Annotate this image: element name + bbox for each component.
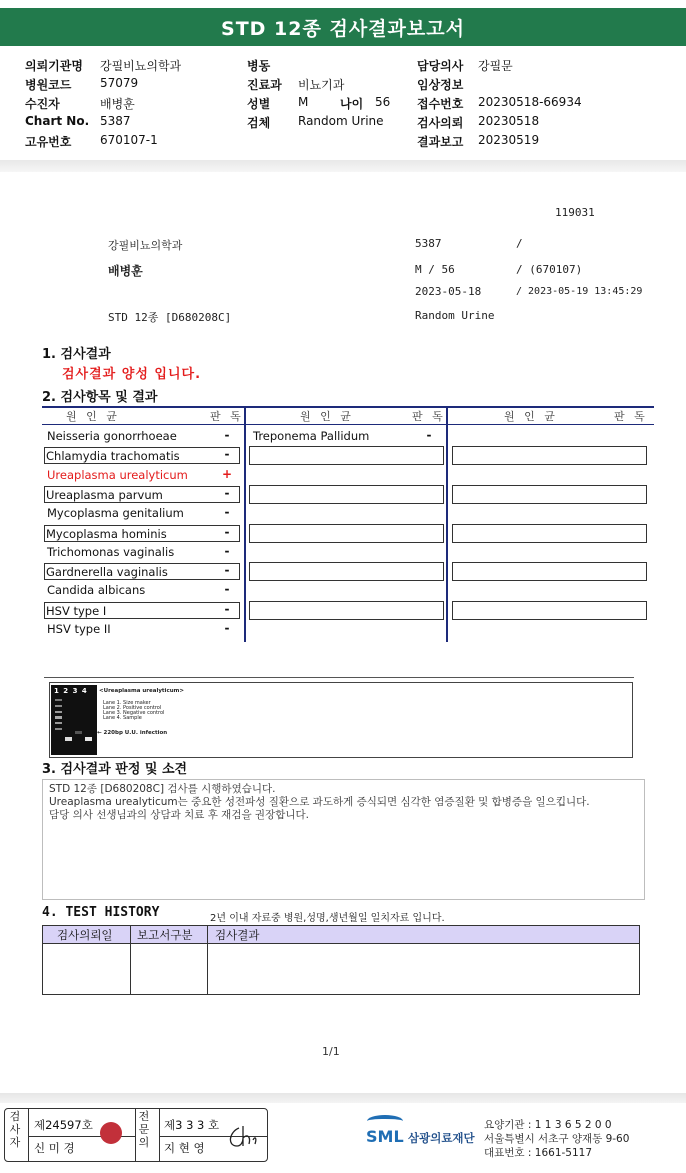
report-date-label: 결과보고 [417,135,464,149]
sig-divider [159,1109,160,1161]
inspector-name: 신 미 경 [34,1141,75,1155]
col-result-header: 판 독 [210,410,244,423]
pathogen-name: Candida albicans [47,583,146,597]
pathogen-result: - [224,602,230,616]
code-label: 병원코드 [25,78,72,92]
pathogen-result: - [224,582,230,596]
label-date-reported: / 2023-05-19 13:45:29 [516,286,643,297]
gel-legend-3: Lane 3. Negative control [103,710,165,716]
patient-label: 수진자 [25,97,60,111]
empty-result-box [249,562,444,581]
care-number: 요양기관 : 1 1 3 6 5 2 0 0 [484,1119,612,1131]
label-hospital: 강필비뇨의학과 [108,239,183,252]
col-result-header: 판 독 [412,410,446,423]
gel-lane-numbers: 1 2 3 4 [54,687,88,695]
chart-label: Chart No. [25,114,90,128]
age-label: 나이 [340,97,364,111]
page-number: 1/1 [322,1045,340,1058]
report-header [0,55,686,155]
dept-label: 진료과 [247,78,282,92]
pathogen-name: Chlamydia trachomatis [44,447,240,464]
specimen-value: Random Urine [298,114,384,128]
findings-box [42,779,645,900]
hospital-value: 강필비뇨의학과 [100,59,182,73]
pathogen-result: - [224,428,230,442]
findings-line: STD 12종 [D680208C] 검사를 시행하였습니다. [49,783,276,795]
empty-result-box [249,446,444,465]
pathogen-name: Mycoplasma genitalium [47,506,184,520]
reviewer-license: 제3 3 3 호 [164,1118,220,1132]
request-value: 20230518 [478,114,540,128]
receipt-label: 접수번호 [417,97,464,111]
label-slash: / [516,237,523,250]
org-phone: 대표번호 : 1661-5117 [484,1147,593,1159]
label-birth: / (670107) [516,263,583,276]
sml-logo-text: SML [366,1127,404,1146]
gel-band-annotation: ← 220bp U.U. infection [97,730,168,736]
empty-result-box [249,601,444,620]
section-1-title: 1. 검사결과 [42,347,111,362]
org-name: 삼광의료재단 [408,1131,475,1145]
empty-result-box [452,485,647,504]
pathogen-name: Gardnerella vaginalis [44,563,240,580]
specimen-label: 검체 [247,116,271,130]
label-date-received: 2023-05-18 [415,285,482,298]
report-title: STD 12종 검사결과보고서 [0,8,686,46]
pathogen-result: - [224,486,230,500]
header-divider [0,160,686,172]
pathogen-name: Neisseria gonorrhoeae [47,429,177,443]
sex-value: M [298,95,309,109]
inspector-seal-icon [100,1122,122,1144]
history-col-divider [207,926,208,994]
label-sex-age: M / 56 [415,263,455,276]
table-divider-1 [244,406,246,642]
history-note: 2년 이내 자료중 병원,성명,생년월일 일치자료 입니다. [210,913,445,924]
sex-label: 성별 [247,97,271,111]
sml-logo-icon [367,1115,403,1127]
hospital-label: 의뢰기관명 [25,59,83,73]
empty-result-box [249,524,444,543]
pathogen-name: HSV type II [47,622,111,636]
section-3-title: 3. 검사결과 판정 및 소견 [42,762,188,777]
pathogen-name: Ureaplasma urealyticum [47,468,188,482]
ward-label: 병동 [247,59,271,73]
inspector-license: 제24597호 [34,1118,93,1132]
history-table [42,925,640,995]
empty-result-box [452,562,647,581]
gel-bands [51,685,97,755]
gel-title: <Ureaplasma urealyticum> [99,688,184,694]
findings-line: Ureaplasma urealyticum는 중요한 성전파성 질환으로 과도하게 증식되면 심각한 염증질환 및 합병증을 일으킵니다. [49,796,590,808]
pathogen-result: - [224,621,230,635]
history-col-result: 검사결과 [215,928,260,942]
empty-result-box [452,446,647,465]
col-pathogen-header: 원 인 균 [300,410,354,423]
pathogen-result: - [224,447,230,461]
section-4-title: 4. TEST HISTORY [42,905,160,920]
uid-label: 고유번호 [25,135,72,149]
label-specimen: Random Urine [415,309,495,322]
request-label: 검사의뢰 [417,116,464,130]
section-2-title: 2. 검사항목 및 결과 [42,390,158,405]
pathogen-result: - [224,544,230,558]
history-col-report-type: 보고서구분 [137,928,193,942]
report-date-value: 20230519 [478,133,540,147]
doctor-value: 강필문 [478,59,513,73]
label-chart: 5387 [415,237,442,250]
pathogen-result: - [426,428,432,442]
label-number: 119031 [555,206,595,219]
doctor-label: 담당의사 [417,59,464,73]
gel-electrophoresis-image [51,685,97,755]
dept-value: 비뇨기과 [298,78,345,92]
uid-value: 670107-1 [100,133,158,147]
gel-legend-2: Lane 2. Positive control [103,705,162,711]
sig-divider [135,1109,136,1161]
pathogen-result: - [224,505,230,519]
age-value: 56 [375,95,391,109]
history-header [43,926,639,944]
inspector-label: 검사자 [9,1110,21,1149]
receipt-value: 20230518-66934 [478,95,582,109]
pathogen-name: Trichomonas vaginalis [47,545,175,559]
chart-value: 5387 [100,114,131,128]
empty-result-box [452,601,647,620]
reviewer-signature-icon [225,1122,261,1152]
pathogen-result: - [224,563,230,577]
pathogen-name: Ureaplasma parvum [44,486,240,503]
clinical-label: 임상정보 [417,78,464,92]
patient-value: 배병훈 [100,97,135,111]
gel-legend-1: Lane 1. Size maker [103,700,151,706]
table-header-line [42,424,654,425]
reviewer-label: 전문의 [138,1110,150,1149]
footer-divider [0,1093,686,1103]
pathogen-result: + [221,467,233,481]
findings-line: 담당 의사 선생님과의 상담과 치료 후 재검을 권장합니다. [49,809,309,821]
code-value: 57079 [100,76,139,90]
empty-result-box [249,485,444,504]
label-test: STD 12종 [D680208C] [108,311,232,324]
history-col-divider [130,926,131,994]
empty-result-box [452,524,647,543]
pathogen-name: Treponema Pallidum [253,429,370,443]
col-result-header: 판 독 [614,410,648,423]
col-pathogen-header: 원 인 균 [66,410,120,423]
label-patient: 배병훈 [108,264,143,278]
pathogen-name: Mycoplasma hominis [44,525,240,542]
sig-divider [28,1109,29,1161]
positive-message: 검사결과 양성 입니다. [62,367,202,382]
pathogen-result: - [224,525,230,539]
col-pathogen-header: 원 인 균 [504,410,558,423]
reviewer-name: 지 현 영 [164,1141,205,1155]
gel-legend-4: Lane 4. Sample [103,715,142,721]
results-table [42,406,654,642]
pathogen-name: HSV type I [44,602,240,619]
history-col-request-date: 검사의뢰일 [57,928,113,942]
gel-separator [44,677,634,678]
org-address: 서울특별시 서초구 양재동 9-60 [484,1133,630,1145]
